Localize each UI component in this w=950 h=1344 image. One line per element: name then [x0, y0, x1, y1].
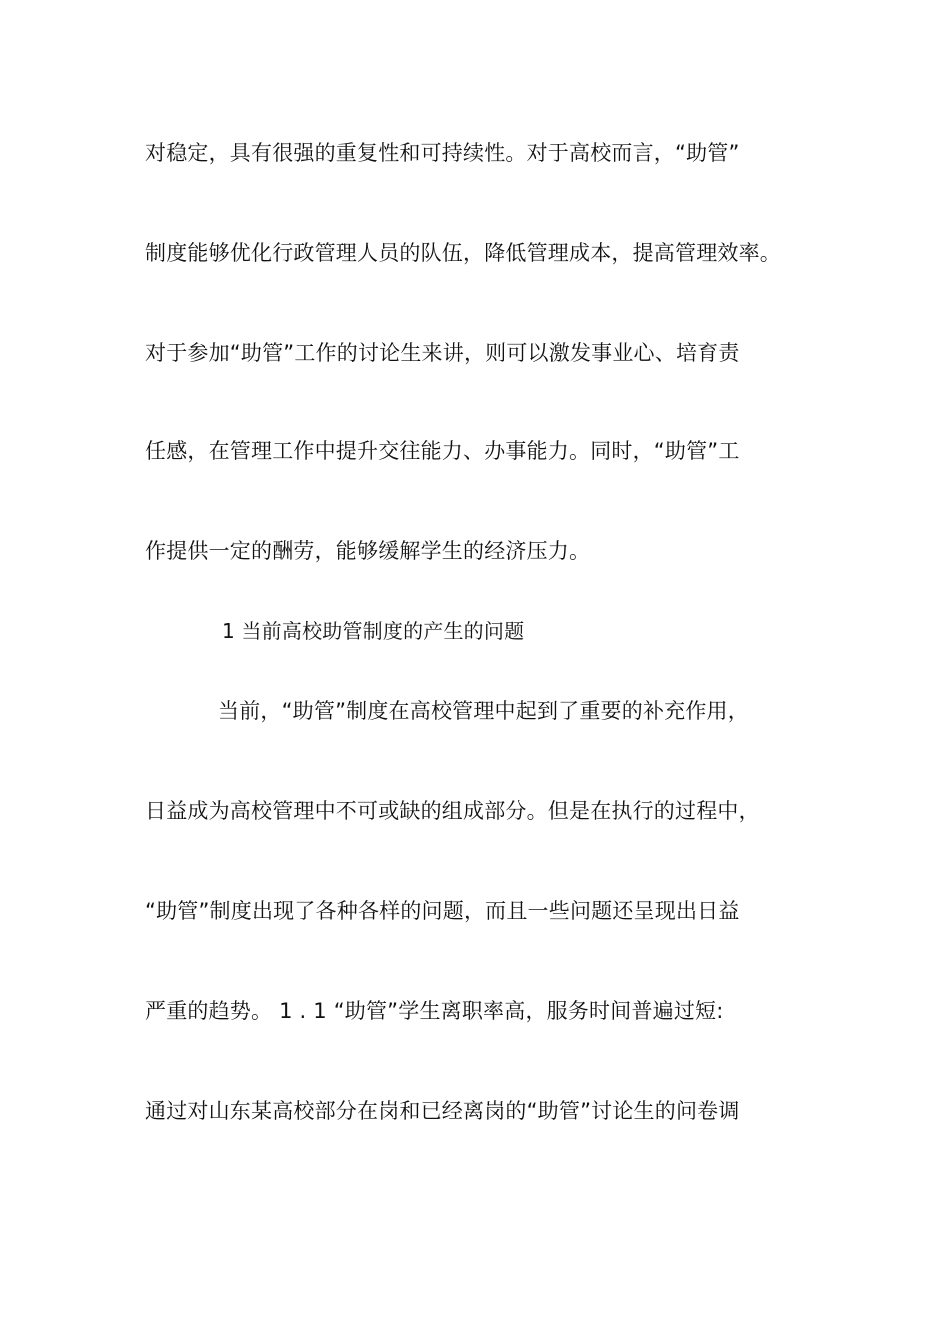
body-text-line: 日益成为高校管理中不可或缺的组成部分。但是在执行的过程中， — [145, 799, 760, 823]
body-text-line: “助管”制度出现了各种各样的问题，而且一些问题还呈现出日益 — [145, 899, 740, 923]
section-heading: 1 当前高校助管制度的产生的问题 — [222, 619, 525, 643]
body-text-line: 当前，“助管”制度在高校管理中起到了重要的补充作用， — [218, 699, 749, 723]
body-text-line: 通过对山东某高校部分在岗和已经离岗的“助管”讨论生的问卷调 — [145, 1099, 740, 1123]
body-text-line: 对于参加“助管”工作的讨论生来讲，则可以激发事业心、培育责 — [145, 341, 740, 365]
body-text-line: 任感，在管理工作中提升交往能力、办事能力。同时，“助管”工 — [145, 439, 740, 463]
body-text-line: 制度能够优化行政管理人员的队伍，降低管理成本，提高管理效率。 — [145, 241, 781, 265]
body-text-line: 严重的趋势。 1 . 1 “助管”学生离职率高，服务时间普遍过短: — [145, 999, 724, 1023]
body-text-line: 作提供一定的酬劳，能够缓解学生的经济压力。 — [145, 539, 591, 563]
body-text-line: 对稳定，具有很强的重复性和可持续性。对于高校而言，“助管” — [145, 141, 740, 165]
